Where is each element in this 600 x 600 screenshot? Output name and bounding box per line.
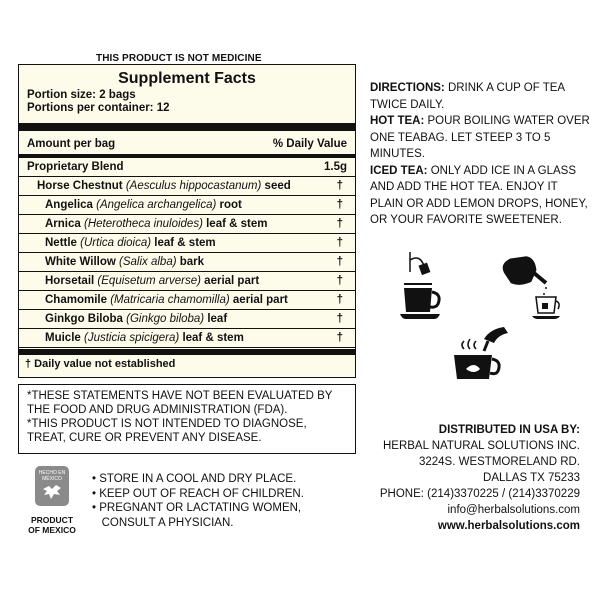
directions-text: DRINK A CUP OF TEA TWICE DAILY. [370,82,565,111]
honey-cup-icon [450,325,510,383]
eagle-icon [41,483,63,501]
iced-tea-label: ICED TEA: [370,164,428,177]
ingredient-common-name: Arnica [45,218,81,230]
ingredient-row [19,329,355,348]
not-medicine-notice: THIS PRODUCT IS NOT MEDICINE [96,53,262,64]
ingredient-part: leaf & stem [182,332,244,344]
ingredient-scientific-name: (Urtica dioica) [80,237,152,249]
ingredient-common-name: Angelica [45,199,93,211]
fda-disclaimer-box [18,384,356,454]
amount-header-row [19,135,355,155]
ingredient-scientific-name: (Ginkgo biloba) [126,313,205,325]
care-line: • STORE IN A COOL AND DRY PLACE. [92,473,297,485]
care-line: • KEEP OUT OF REACH OF CHILDREN. [92,487,304,500]
ingredient-name [45,196,242,214]
distributor-website: www.herbalsolutions.com [437,520,580,532]
supplement-facts-panel [18,64,356,378]
ingredient-name [45,310,227,328]
ingredient-name [45,215,267,233]
daily-value-label: % Daily Value [272,138,347,150]
blend-label: Proprietary Blend [27,161,124,173]
product-of-line: OF MEXICO [28,525,76,535]
care-instructions [92,472,304,530]
distributor-block [360,422,580,534]
blend-amount: 1.5g [323,161,347,173]
ingredient-row [19,291,355,310]
ingredient-scientific-name: (Aesculus hippocastanum) [125,180,262,192]
kettle-pour-icon [498,255,562,327]
ingredient-scientific-name: (Justicia spicigera) [84,332,180,344]
ingredient-common-name: White Willow [45,256,116,268]
ingredient-common-name: Horse Chestnut [37,180,123,192]
disclaimer-line: *THESE STATEMENTS HAVE NOT BEEN EVALUATED BY [27,390,333,402]
badge-text: HECHO EN MÉXICO [38,470,66,482]
hot-tea-label: HOT TEA: [370,115,425,127]
ingredient-part: leaf & stem [154,237,216,249]
ingredient-common-name: Nettle [45,237,77,249]
ingredient-name [45,272,259,290]
footnote: † Daily value not established [25,358,176,370]
ingredient-row [19,310,355,329]
ingredient-daily-value: † [336,199,343,211]
ingredient-daily-value: † [336,237,343,249]
ingredient-daily-value: † [336,275,343,287]
ingredient-row [19,272,355,291]
ingredient-daily-value: † [336,313,343,325]
directions-block [370,80,590,229]
ingredient-part: root [219,199,242,211]
ingredient-daily-value: † [336,180,343,192]
proprietary-blend-row [19,158,355,177]
ingredient-row [19,196,355,215]
ingredient-part: leaf [207,313,228,325]
ingredient-name [45,253,204,271]
ingredient-daily-value: † [336,332,343,344]
ingredient-row [19,177,355,196]
ingredient-part: leaf & stem [206,218,268,230]
ingredient-name [45,234,216,252]
hecho-en-mexico-badge [35,466,69,506]
product-of-mexico [26,515,78,535]
ingredient-common-name: Muicle [45,332,81,344]
ingredient-name [37,177,291,195]
product-of-line: PRODUCT [30,515,74,525]
ingredient-common-name: Chamomile [45,294,107,306]
ingredient-part: aerial part [232,294,288,306]
ingredient-scientific-name: (Angelica archangelica) [96,199,217,211]
ingredient-row [19,253,355,272]
directions-label: DIRECTIONS: [370,82,445,94]
portion-size: Portion size: 2 bags [27,89,136,101]
ingredient-scientific-name: (Salix alba) [119,256,177,268]
ingredient-scientific-name: (Equisetum arverse) [97,275,201,287]
hot-tea-text: POUR BOILING WATER OVER ONE TEABAG. LET STEEP 3 TO 5 MINUTES. [370,115,590,160]
care-line: CONSULT A PHYSICIAN. [92,516,234,529]
distributor-line: 3224S. WESTMORELAND RD. [418,456,580,468]
ingredient-name [45,291,288,309]
ingredient-daily-value: † [336,256,343,268]
ingredient-common-name: Ginkgo Biloba [45,313,123,325]
distributor-line: PHONE: (214)3370225 / (214)3370229 [379,488,580,500]
care-line: • PREGNANT OR LACTATING WOMEN, [92,502,302,514]
distributor-title: DISTRIBUTED IN USA BY: [438,424,580,436]
ingredient-part: seed [264,180,291,192]
teabag-mug-icon [398,252,448,324]
disclaimer-line: *THIS PRODUCT IS NOT INTENDED TO DIAGNOSE, [27,418,307,430]
ingredient-scientific-name: (Heterotheca inuloides) [84,218,203,230]
disclaimer-line: THE FOOD AND DRUG ADMINISTRATION (FDA). [27,404,288,416]
disclaimer-line: TREAT, CURE OR PREVENT ANY DISEASE. [27,432,262,444]
ingredient-name [45,329,244,347]
ingredient-row [19,234,355,253]
iced-tea-text: ONLY ADD ICE IN A GLASS AND ADD THE HOT TEA. ENJOY IT PLAIN OR ADD LEMON DROPS, HONEY, OR YOUR FAVORITE SWEETENER. [370,164,588,226]
ingredient-daily-value: † [336,294,343,306]
thick-divider [19,123,355,131]
distributor-line: DALLAS TX 75233 [483,472,580,484]
ingredient-row [19,215,355,234]
distributor-line: info@herbalsolutions.com [447,504,580,516]
ingredient-part: bark [179,256,205,268]
portions-per-container: Portions per container: 12 [27,102,170,114]
amount-per-bag-label: Amount per bag [27,138,116,150]
ingredient-daily-value: † [336,218,343,230]
ingredient-scientific-name: (Matricaria chamomilla) [110,294,230,306]
distributor-line: HERBAL NATURAL SOLUTIONS INC. [382,440,580,452]
ingredient-part: aerial part [204,275,260,287]
ingredient-common-name: Horsetail [45,275,95,287]
footnote-row [19,355,355,374]
supplement-facts-title: Supplement Facts [118,70,256,87]
